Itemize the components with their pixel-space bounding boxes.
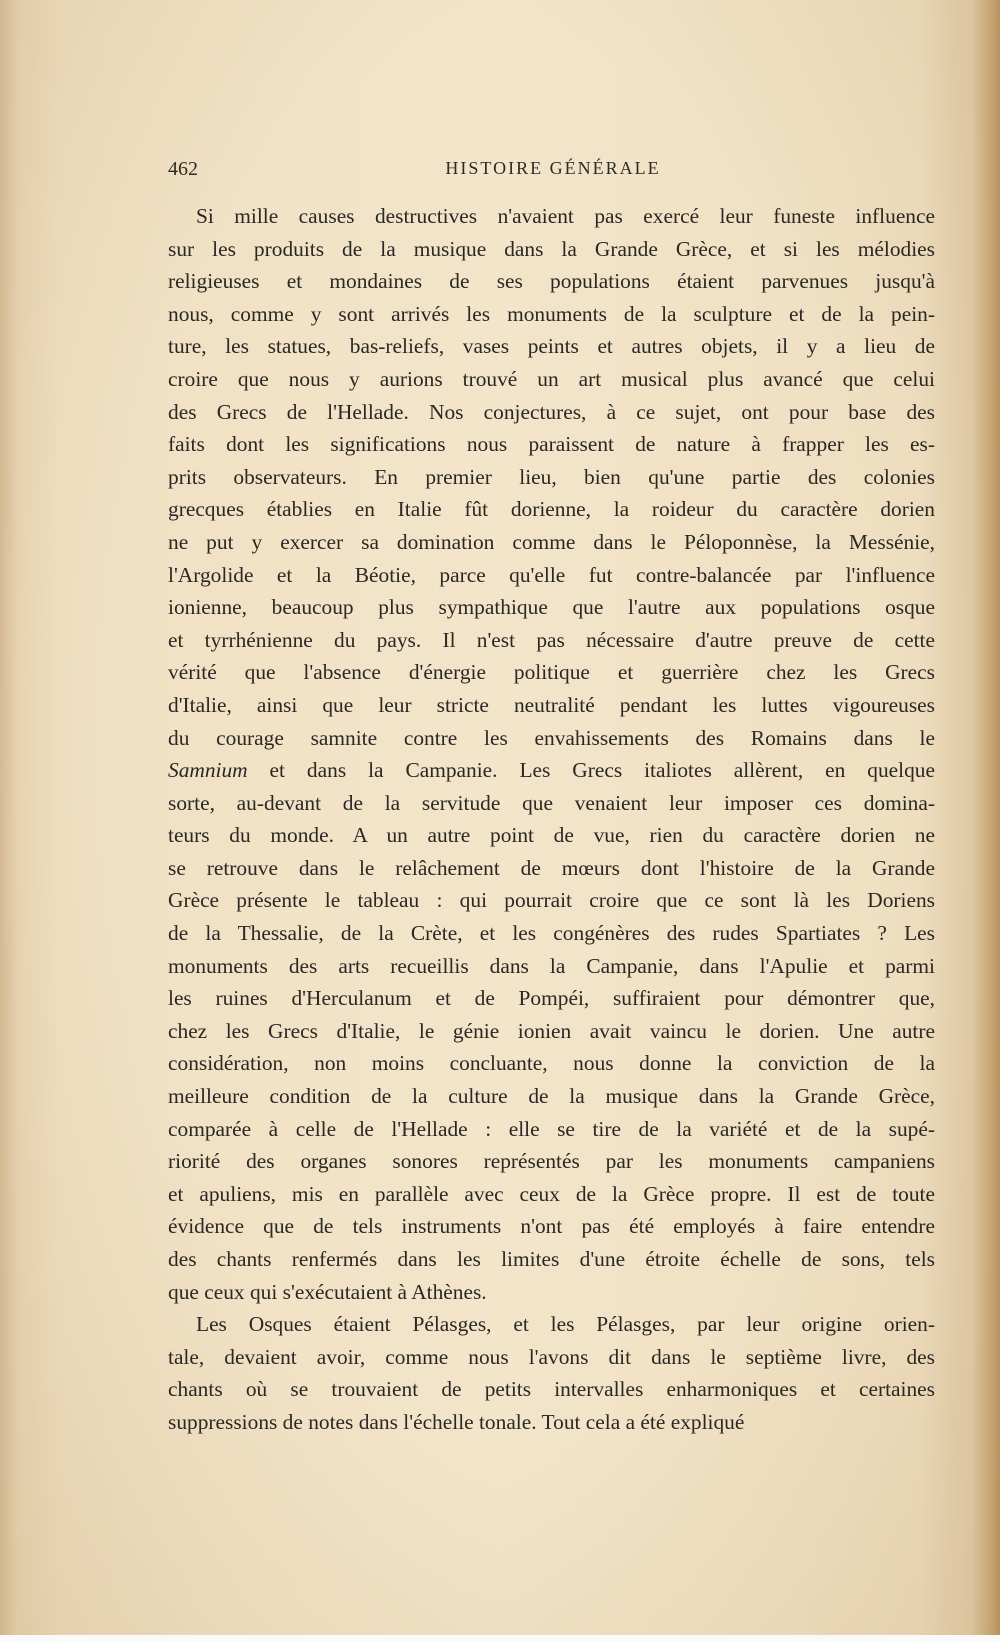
page-shadow-right: [972, 0, 1000, 1641]
text-line: tale, devaient avoir, comme nous l'avons dit dans le septième livre, des: [168, 1344, 935, 1369]
text-line: teurs du monde. A un autre point de vue, rien du caractère dorien ne: [168, 823, 935, 848]
text-line: et tyrrhénienne du pays. Il n'est pas nécessaire d'autre preuve de cette: [168, 627, 935, 652]
paragraph: [168, 200, 935, 1308]
text-line: les ruines d'Herculanum et de Pompéi, suffiraient pour démontrer que,: [168, 986, 935, 1011]
text-line: Si mille causes destructives n'avaient pas exercé leur funeste influence: [196, 204, 935, 228]
text-line: nous, comme y sont arrivés les monuments de la sculpture et de la pein-: [168, 301, 935, 326]
text-line: ionienne, beaucoup plus sympathique que l'autre aux populations osque: [168, 595, 935, 620]
text-line: que ceux qui s'exécutaient à Athènes.: [168, 1279, 487, 1304]
text-line: et apuliens, mis en parallèle avec ceux de la Grèce propre. Il est de toute: [168, 1181, 935, 1206]
text-line: chez les Grecs d'Italie, le génie ionien avait vaincu le dorien. Une autre: [168, 1018, 935, 1043]
page-number: 462: [168, 158, 198, 180]
text-line: prits observateurs. En premier lieu, bien qu'une partie des colonies: [168, 464, 935, 489]
text-line: religieuses et mondaines de ses populations étaient parvenues jusqu'à: [168, 269, 935, 294]
text-line: se retrouve dans le relâchement de mœurs dont l'histoire de la Grande: [168, 855, 935, 880]
text-line: sur les produits de la musique dans la Grande Grèce, et si les mélodies: [168, 236, 935, 261]
text-line: comparée à celle de l'Hellade : elle se tire de la variété et de la supé-: [168, 1116, 935, 1141]
text-line: évidence que de tels instruments n'ont pas été employés à faire entendre: [168, 1214, 935, 1239]
paragraph: [168, 1308, 935, 1438]
italic-term: Samnium: [168, 758, 248, 783]
page-header: [168, 158, 938, 188]
text-line: Samnium et dans la Campanie. Les Grecs italiotes allèrent, en quelque: [168, 758, 935, 783]
scan-bottom-margin: [0, 1635, 1000, 1641]
page-shadow-left: [0, 0, 18, 1641]
text-line: sorte, au-devant de la servitude que venaient leur imposer ces domina-: [168, 790, 935, 815]
text-line: faits dont les significations nous paraissent de nature à frapper les es-: [168, 432, 935, 457]
text-line: riorité des organes sonores représentés par les monuments campaniens: [168, 1149, 935, 1174]
text-line: croire que nous y aurions trouvé un art musical plus avancé que celui: [168, 366, 935, 391]
text-line: l'Argolide et la Béotie, parce qu'elle fut contre-balancée par l'influence: [168, 562, 935, 587]
text-line: meilleure condition de la culture de la musique dans la Grande Grèce,: [168, 1084, 935, 1109]
body-text: [168, 200, 935, 1439]
text-line: chants où se trouvaient de petits intervalles enharmoniques et certaines: [168, 1377, 935, 1402]
text-line: vérité que l'absence d'énergie politique et guerrière chez les Grecs: [168, 660, 935, 685]
text-line: Les Osques étaient Pélasges, et les Pélasges, par leur origine orien-: [196, 1312, 935, 1337]
running-head: HISTOIRE GÉNÉRALE: [445, 158, 661, 178]
text-line: ne put y exercer sa domination comme dans le Péloponnèse, la Messénie,: [168, 529, 935, 554]
text-line: des Grecs de l'Hellade. Nos conjectures, à ce sujet, ont pour base des: [168, 399, 935, 424]
text-line: Grèce présente le tableau : qui pourrait croire que ce sont là les Doriens: [168, 888, 935, 913]
text-line: des chants renfermés dans les limites d'une étroite échelle de sons, tels: [168, 1247, 935, 1271]
text-line: du courage samnite contre les envahissements des Romains dans le: [168, 725, 935, 750]
text-line: d'Italie, ainsi que leur stricte neutralité pendant les luttes vigoureuses: [168, 692, 935, 717]
text-line: monuments des arts recueillis dans la Campanie, dans l'Apulie et parmi: [168, 953, 935, 978]
text-line: de la Thessalie, de la Crète, et les congénères des rudes Spartiates ? Les: [168, 921, 935, 946]
text-line: ture, les statues, bas-reliefs, vases peints et autres objets, il y a lieu de: [168, 334, 935, 359]
text-line: grecques établies en Italie fût dorienne, la roideur du caractère dorien: [168, 497, 935, 522]
text-line: considération, non moins concluante, nous donne la conviction de la: [168, 1051, 935, 1076]
text-line: suppressions de notes dans l'échelle tonale. Tout cela a été expliqué: [168, 1409, 745, 1434]
